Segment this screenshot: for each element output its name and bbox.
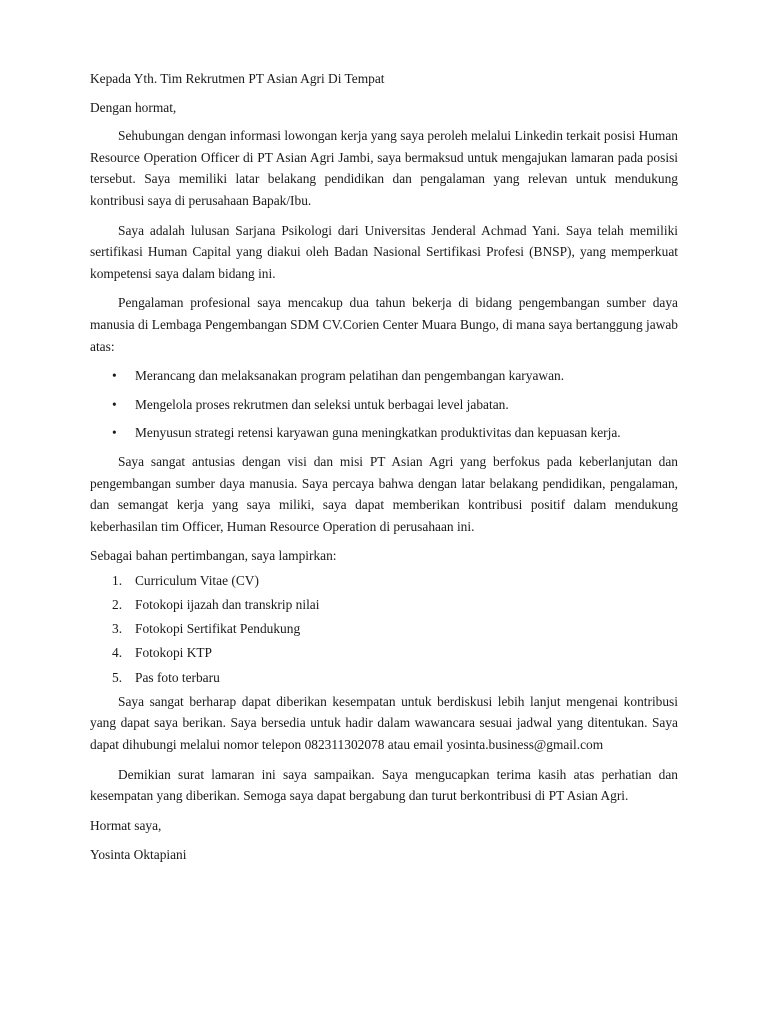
list-item-text: Fotokopi ijazah dan transkrip nilai [135,597,320,613]
list-item [90,667,678,689]
paragraph-intro: Sehubungan dengan informasi lowongan kerja yang saya peroleh melalui Linkedin terkait posisi Human Resource Operation Officer di PT Asian Agri Jambi, saya bermaksud untuk mengajukan lamaran pada posisi tersebut. Saya memiliki latar belakang pendidikan dan pengalaman yang relevan untuk mendukung kontribusi saya di perusahaan Bapak/Ibu. [90,128,678,208]
list-number: 2. [112,597,123,613]
list-item-text: Fotokopi Sertifikat Pendukung [135,621,301,637]
list-item [90,365,678,387]
list-item [90,642,678,664]
list-item-text: Fotokopi KTP [135,645,213,661]
recipient-line: Kepada Yth. Tim Rekrutmen PT Asian Agri Di Tempat [90,71,385,86]
letter-document [90,68,678,866]
closing-salutation: Hormat saya, [90,817,162,833]
list-number: 1. [112,572,123,588]
signatory-name: Yosinta Oktapiani [90,847,187,863]
list-item-text: Pas foto terbaru [135,669,220,685]
paragraph-motivation: Saya sangat antusias dengan visi dan misi PT Asian Agri yang berfokus pada keberlanjutan dan pengembangan sumber daya manusia. Saya percaya bahwa dengan latar belakang pendidikan, pengalaman, dan semangat kerja yang saya miliki, saya dapat memberikan kontribusi positif dalam mendukung keberhasilan tim Officer, Human Resource Operation di perusahaan ini. [90,453,678,534]
list-item-text: Curriculum Vitae (CV) [135,572,259,588]
list-item-text: Menyusun strategi retensi karyawan guna meningkatkan produktivitas dan kepuasan kerja. [135,425,621,441]
paragraph-education: Saya adalah lulusan Sarjana Psikologi dari Universitas Jenderal Achmad Yani. Saya telah memiliki sertifikasi Human Capital yang diakui oleh Badan Nasional Sertifikasi Profesi (BNSP), yang memperkuat kompetensi saya dalam bidang ini. [90,222,678,281]
list-item [90,618,678,640]
bullet-icon: • [112,368,117,384]
list-item [90,594,678,616]
paragraph-contact: Saya sangat berharap dapat diberikan kesempatan untuk berdiskusi lebih lanjut mengenai kontribusi yang dapat saya berikan. Saya bersedia untuk hadir dalam wawancara sesuai jadwal yang ditentukan. Saya dapat dihubungi melalui nomor telepon 082311302078 atau email yosinta.business@gmail.com [90,693,678,752]
paragraph-experience: Pengalaman profesional saya mencakup dua tahun bekerja di bidang pengembangan sumber daya manusia di Lembaga Pengembangan SDM CV.Corien Center Muara Bungo, di mana saya bertanggung jawab atas: [90,295,678,354]
list-number: 3. [112,621,123,637]
list-item [90,570,678,592]
bullet-icon: • [112,425,117,441]
list-item [90,422,678,444]
list-item [90,394,678,416]
greeting: Dengan hormat, [90,99,177,115]
responsibilities-list [90,365,678,444]
list-item-text: Mengelola proses rekrutmen dan seleksi untuk berbagai level jabatan. [135,396,509,412]
attachments-intro: Sebagai bahan pertimbangan, saya lampirkan: [90,548,337,564]
attachments-list [90,570,678,688]
list-item-text: Merancang dan melaksanakan program pelatihan dan pengembangan karyawan. [135,368,565,384]
list-number: 5. [112,669,123,685]
bullet-icon: • [112,396,117,412]
list-number: 4. [112,645,123,661]
paragraph-closing: Demikian surat lamaran ini saya sampaikan. Saya mengucapkan terima kasih atas perhatian dan kesempatan yang diberikan. Semoga saya dapat bergabung dan turut berkontribusi di PT Asian Agri. [90,766,678,804]
